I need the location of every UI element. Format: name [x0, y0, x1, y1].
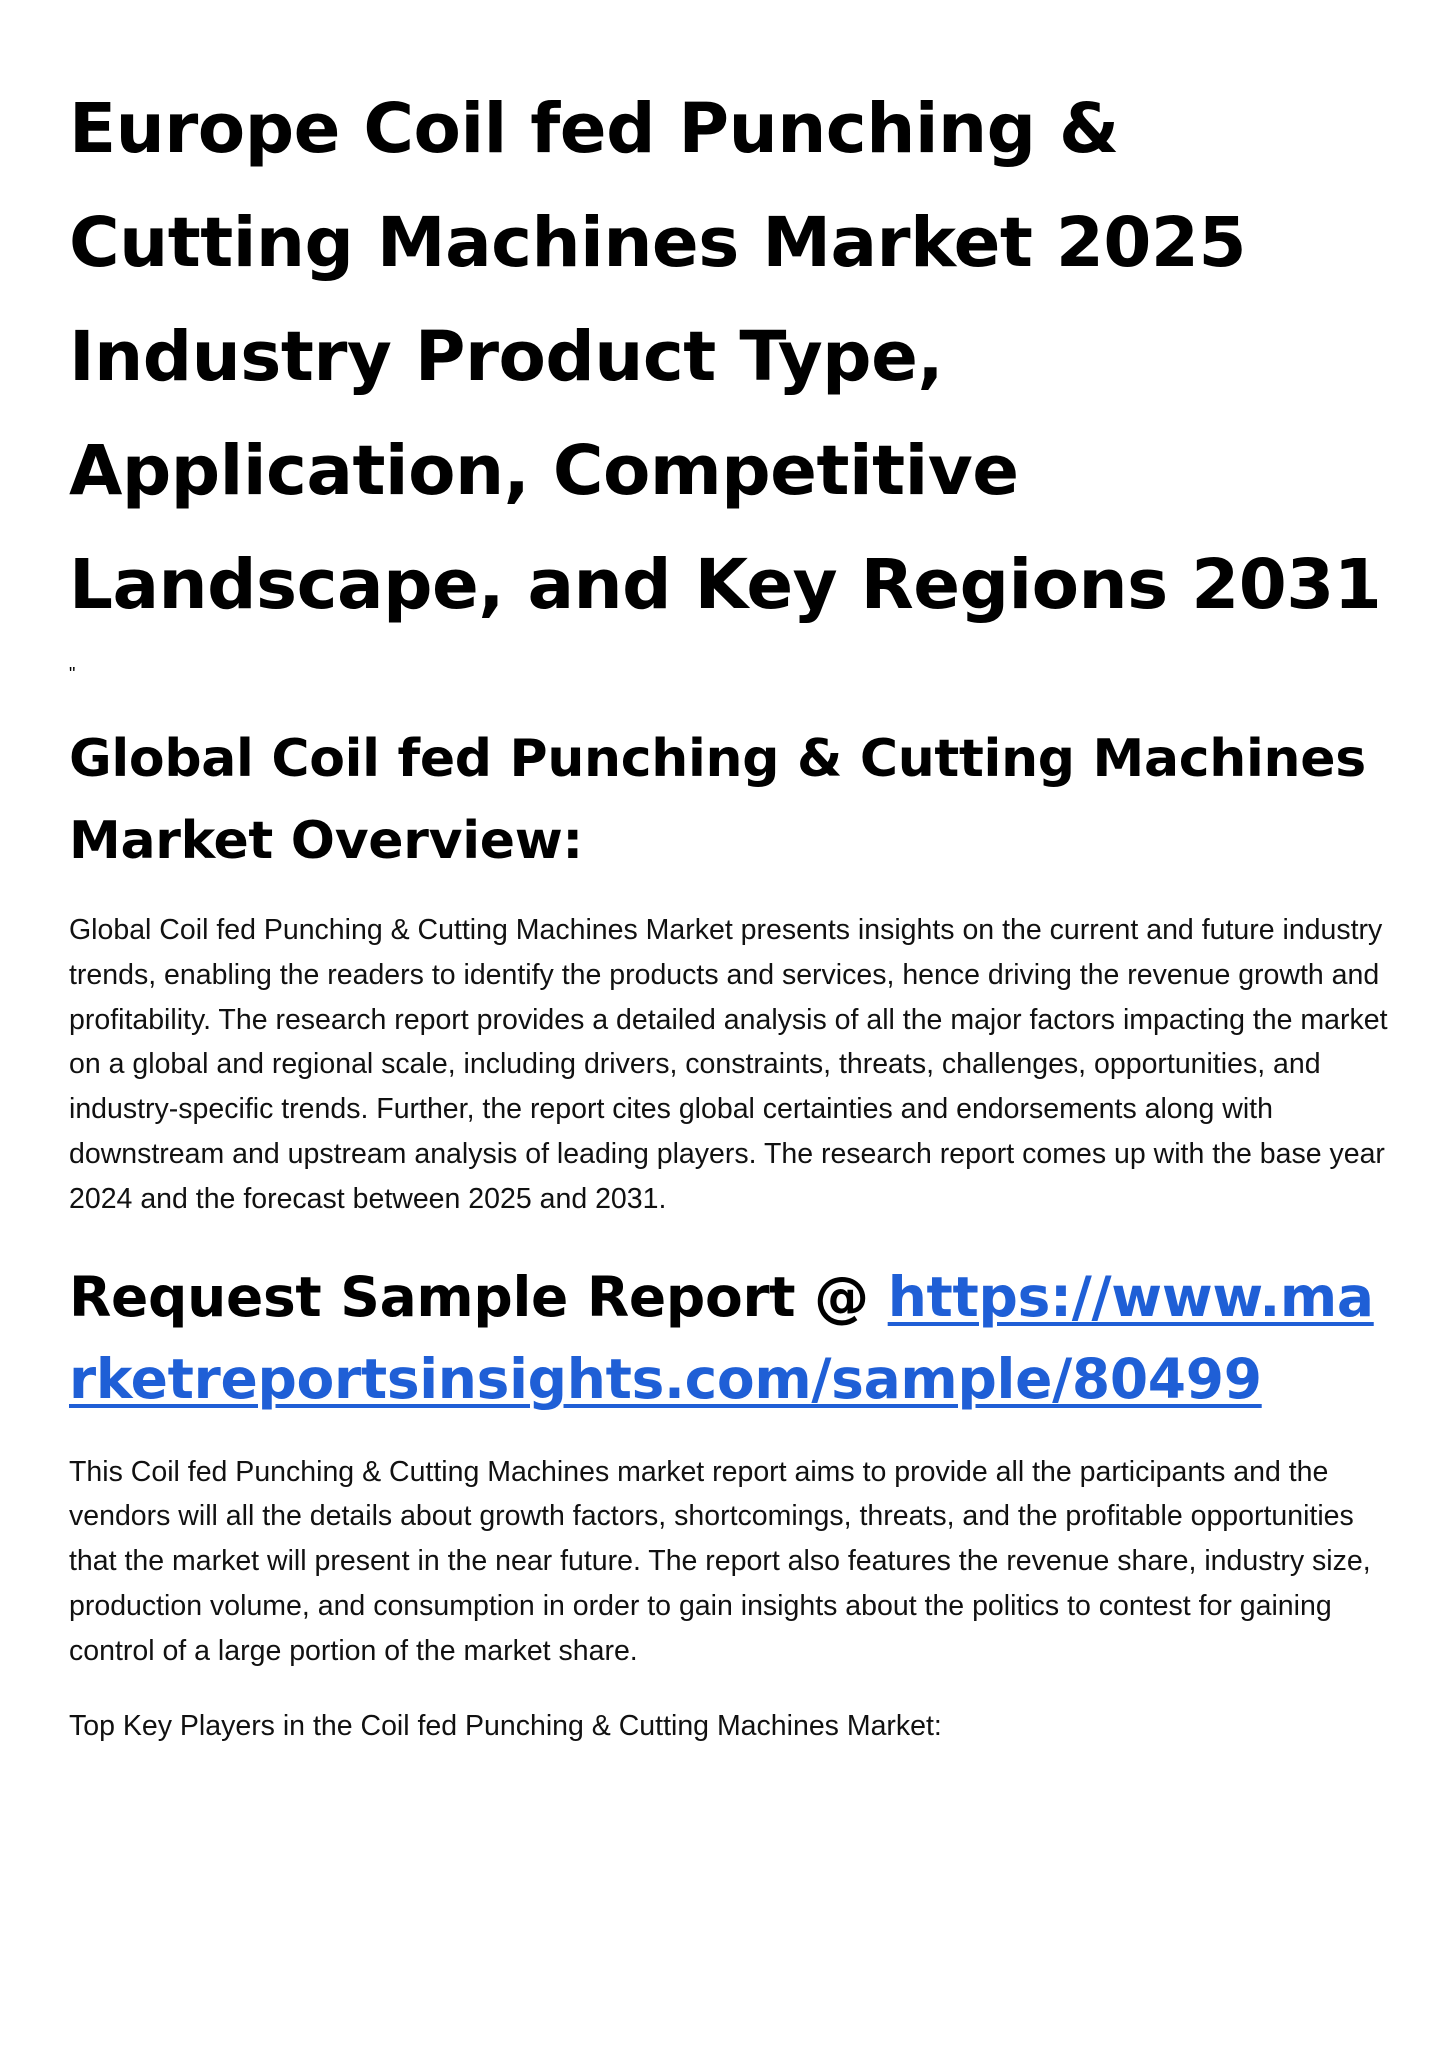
document-page [69, 72, 1399, 1748]
document-title: Europe Coil fed Punching & Cutting Machines Market 2025 Industry Product Type, Application, Competitive Landscape, and Key Regions 2031 [69, 89, 1382, 625]
request-sample-heading [69, 1256, 1399, 1420]
request-sample-label: Request Sample Report @ [69, 1264, 888, 1329]
key-players-intro: Top Key Players in the Coil fed Punching & Cutting Machines Market: [69, 1709, 942, 1742]
overview-heading: Global Coil fed Punching & Cutting Machines Market Overview: [69, 729, 1366, 871]
report-description-paragraph: This Coil fed Punching & Cutting Machines market report aims to provide all the participants and the vendors will all the details about growth factors, shortcomings, threats, and the profitable opportunities that the market will present in the near future. The report also features the revenue share, industry size, production volume, and consumption in order to gain insights about the politics to contest for gaining control of a large portion of the market share. [69, 1455, 1371, 1667]
overview-paragraph: Global Coil fed Punching & Cutting Machines Market presents insights on the current and future industry trends, enabling the readers to identify the products and services, hence driving the revenue growth and profitability. The research report provides a detailed analysis of all the major factors impacting the market on a global and regional scale, including drivers, constraints, threats, challenges, opportunities, and industry-specific trends. Further, the report cites global certainties and endorsements along with downstream and upstream analysis of leading players. The research report comes up with the base year 2024 and the forecast between 2025 and 2031. [69, 914, 1388, 1215]
sample-report-link[interactable]: https://www.marketreportsinsights.com/sample/80499 [69, 1264, 1374, 1411]
stray-quote-mark: " [69, 664, 76, 684]
